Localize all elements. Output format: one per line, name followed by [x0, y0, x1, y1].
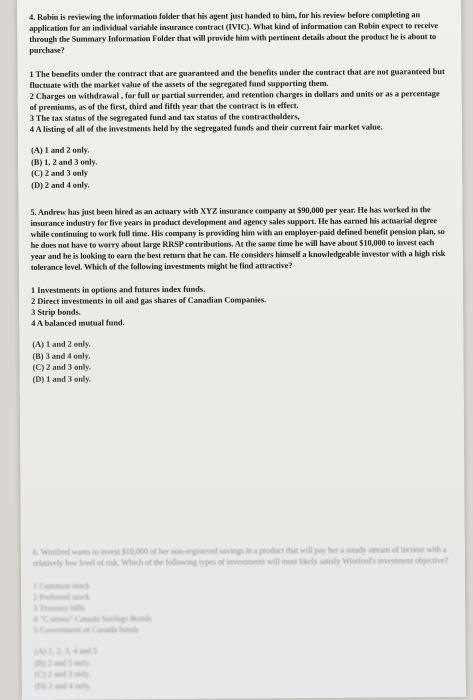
question-5-stem: 5. Andrew has just been hired as an actuary with XYZ insurance company at $90,000 per year. He has worked in the insurance industry for five years in product development and agency sales support. He has earned his actuarial degree while continuing to work full time. His company is providing him with an employer-paid defined benefit pension plan, so he does not have to worry about large RRSP contributions. At the same time he will have about $10,000 to invest each year and he is looking to earn the best return that he can. He considers himself a knowledgeable investor with a high risk tolerance level. Which of the following investments might he find attractive?: [30, 205, 446, 272]
statement-item: 2 Charges on withdrawal , for full or partial surrender, and retention charges in dollars and units or as a percentage of premiums, as of the first, third and fifth year that the contract is in effect.: [29, 89, 440, 112]
answer-option: (B) 1, 2 and 3 only.: [31, 156, 98, 167]
statement-item: 5 Government of Canada bonds: [33, 625, 139, 635]
question-5-options: [31, 336, 449, 385]
answer-option: (C) 2 and 3 only: [31, 168, 88, 178]
statement-item: 4 A balanced mutual fund.: [31, 318, 125, 328]
answer-option: (A) 1 and 2 only.: [31, 145, 90, 155]
answer-option: (A) 1 and 2 only.: [32, 339, 91, 349]
question-5: [30, 204, 449, 385]
question-6-options: [34, 643, 452, 692]
answer-option: (C) 2 and 3 only.: [32, 362, 91, 372]
statement-item: 1 The benefits under the contract that are guaranteed and the benefits under the contract that are not guaranteed but fluctuate with the market value of the assets of the segregated fund supporting them.: [29, 67, 445, 90]
answer-option: (D) 2 and 4 only.: [31, 179, 90, 190]
answer-option: (A) 1, 2, 3, 4 and 5: [34, 646, 98, 656]
question-4-options: [30, 142, 448, 191]
answer-option: (B) 2 and 5 only.: [34, 658, 91, 668]
statement-item: 1 Investments in options and futures index funds.: [30, 284, 206, 295]
statement-item: 4 A listing of all of the investments held by the segregated funds and their current fair market value.: [29, 122, 383, 134]
question-5-statements: [31, 282, 449, 329]
statement-item: 3 The tax status of the segregated fund and tax status of the contractholders,: [29, 112, 300, 123]
question-4-statements: [29, 66, 447, 135]
answer-option: (D) 1 and 3 only.: [32, 373, 92, 384]
statement-item: 2 Direct investments in oil and gas shares of Canadian Companies.: [31, 295, 267, 306]
answer-option: (D) 2 and 4 only.: [34, 680, 92, 691]
question-4-stem: 4. Robin is reviewing the information folder that his agent just handed to him, for his review before completing an application for an individual variable insurance contract (IVIC). What kind of information can Robin expect to receive through the Summary Information Folder that will provide him with pertinent details about the product he is about to purchase?: [29, 10, 439, 55]
answer-option: (B) 3 and 4 only.: [32, 350, 91, 361]
statement-item: 3 Treasury bills: [33, 603, 85, 613]
question-4: [29, 9, 448, 191]
document-page: [17, 0, 466, 700]
statement-item: 1 Common stock: [33, 581, 90, 591]
question-6-stem: 6. Winifred wants to invest $10,000 of her non-registered savings in a product that will pay her a steady stream of income with a relatively low level of risk. Which of the following types of investments will most likely satisfy Winifred's investment objective?: [32, 545, 449, 568]
statement-item: 2 Preferred stock: [33, 592, 90, 602]
question-6-statements: [33, 578, 451, 636]
answer-option: (C) 2 and 3 only.: [34, 669, 91, 679]
question-6: [33, 544, 452, 692]
statement-item: 4 "C series" Canada Savings Bonds: [33, 614, 152, 624]
statement-item: 3 Strip bonds.: [31, 307, 81, 317]
